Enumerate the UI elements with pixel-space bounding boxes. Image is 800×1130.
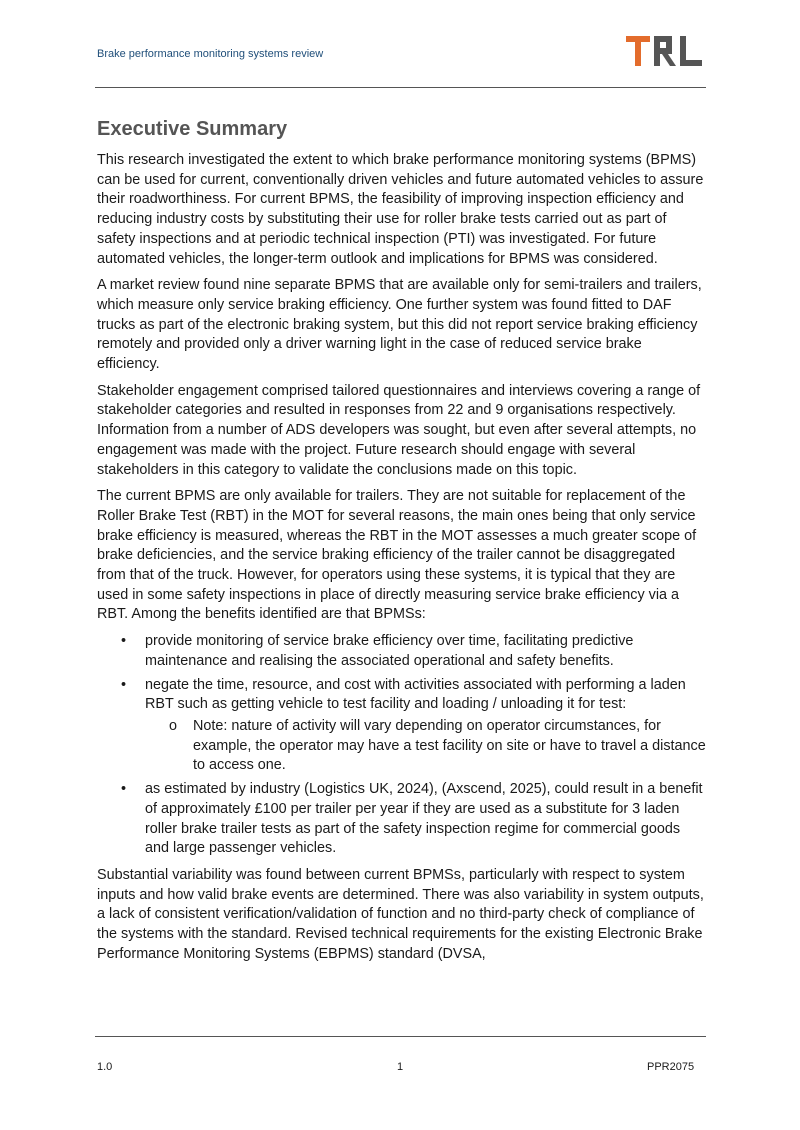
list-item [121, 632, 707, 671]
list-item-text: as estimated by industry (Logistics UK, 2024), (Axscend, 2025), could result in a benefit of approximately £100 per trailer per year if they are used as a substitute for 3 laden roller brake trailer tests as part of the safety inspection regime for commercial goods and large passenger vehicles. [145, 781, 703, 857]
list-item-text: provide monitoring of service brake efficiency over time, facilitating predictive maintenance and realising the associated operational and safety benefits. [145, 633, 634, 669]
bullet-icon: • [121, 633, 127, 650]
paragraph: A market review found nine separate BPMS that are available only for semi-trailers and trailers, which measure only service braking efficiency. One further system was found fitted to DAF trucks as part of the electronic braking system, but this did not report service braking efficiency remotely and provided only a driver warning light in the case of reduced service brake efficiency. [97, 277, 702, 373]
paragraph: The current BPMS are only available for trailers. They are not suitable for replacement of the Roller Brake Test (RBT) in the MOT for several reasons, the main ones being that only service brake efficiency is measured, whereas the RBT in the MOT assesses a much greater scope of brake deficiencies, and the service braking efficiency of the trailer cannot be disaggregated from that of the truck. However, for operators using these systems, it is typical that they are used in some safety inspections in place of directly measuring service brake efficiency via a RBT. Among the benefits identified are that BPMSs: [97, 488, 697, 623]
footer-divider [95, 1036, 706, 1037]
trl-logo [626, 36, 704, 66]
paragraph: Substantial variability was found between current BPMSs, particularly with respect to system inputs and how valid brake events are determined. There was also variability in system outputs, a lack of consistent verification/validation of function and no third-party check of compliance of the systems with the standard. Revised technical requirements for the existing Electronic Brake Performance Monitoring Systems (EBPMS) standard (DVSA, [97, 866, 704, 962]
sub-list [145, 717, 707, 776]
paragraph: Stakeholder engagement comprised tailored questionnaires and interviews covering a range of stakeholder categories and resulted in responses from 22 and 9 organisations respectively. Information from a number of ADS developers was sought, but even after several attempts, no engagement was made with the project. Future research should engage with several stakeholders in this category to validate the conclusions made on this topic. [97, 382, 701, 478]
section-heading: Executive Summary [97, 118, 288, 140]
header-title: Brake performance monitoring systems review [97, 48, 324, 60]
report-code: PPR2075 [647, 1061, 695, 1073]
list-item-text: negate the time, resource, and cost with activities associated with performing a laden RBT such as getting vehicle to test facility and loading / unloading it for test: [145, 676, 686, 713]
header-divider [95, 87, 706, 88]
sub-list-item [169, 717, 707, 776]
document-version: 1.0 [97, 1061, 113, 1073]
bullet-icon: • [121, 676, 127, 693]
paragraph: This research investigated the extent to which brake performance monitoring systems (BPMS) can be used for current, conventionally driven vehicles and future automated vehicles to assure their roadworthiness. For current BPMS, the feasibility of improving inspection efficiency and reducing industry costs by substituting their use for roller brake tests carried out as part of safety inspections and at periodic technical inspection (PTI) was investigated. For future automated vehicles, the longer-term outlook and implications for BPMS was considered. [97, 152, 704, 267]
document-body [97, 118, 707, 971]
benefits-list [97, 632, 707, 859]
list-item [121, 780, 707, 859]
page-number: 1 [397, 1061, 404, 1073]
sub-list-item-text: Note: nature of activity will vary depending on operator circumstances, for example, the operator may have a test facility on site or have to travel a distance to access one. [193, 717, 706, 774]
sub-bullet-icon: o [169, 717, 178, 734]
list-item [121, 676, 707, 777]
bullet-icon: • [121, 781, 127, 798]
